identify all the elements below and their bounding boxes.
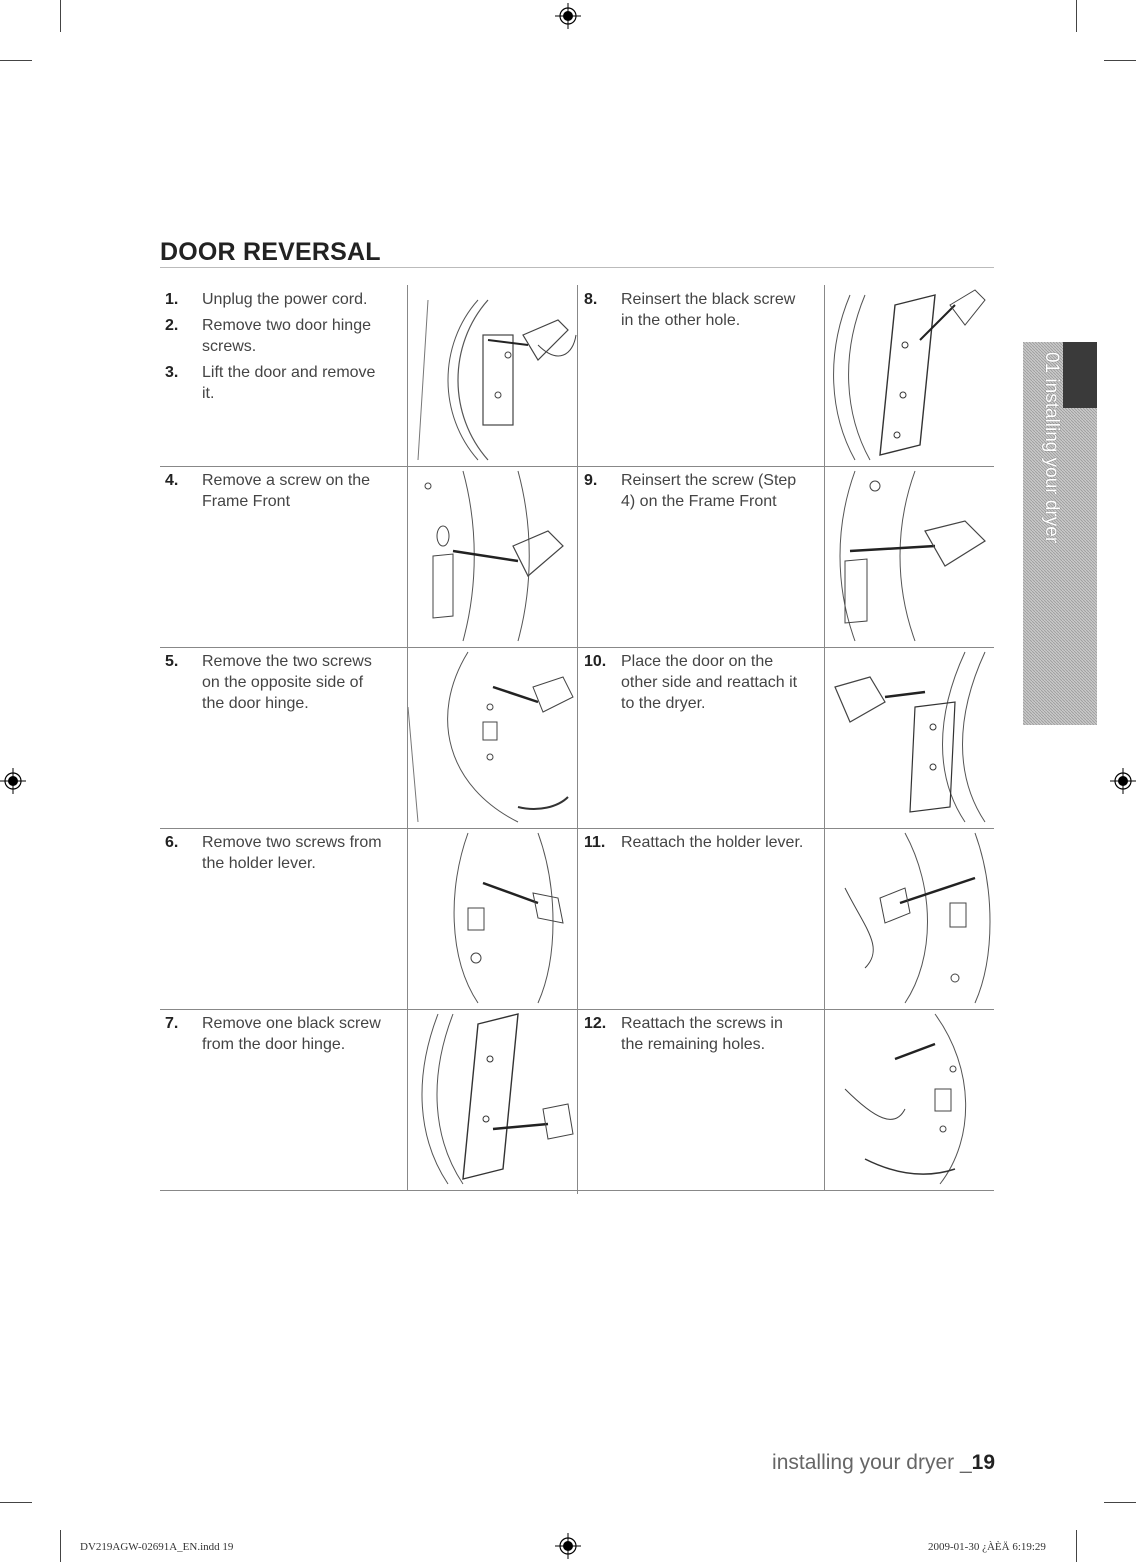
step-text: Remove two screws from — [202, 834, 382, 851]
step-row — [160, 828, 994, 1010]
step-text: Reinsert the screw (Step — [621, 472, 797, 489]
holder-lever-illustration — [408, 828, 578, 1009]
page-title: DOOR REVERSAL — [160, 238, 381, 266]
step-group-12 — [584, 1013, 824, 1183]
step-number: 1. — [165, 291, 179, 308]
hinge-reinsert-illustration — [825, 285, 995, 466]
black-screw-illustration — [408, 1009, 578, 1190]
step-text: Reattach the holder lever. — [621, 834, 804, 851]
step-illustration — [824, 285, 995, 466]
trim-mark — [60, 1530, 61, 1562]
registration-mark-icon — [0, 768, 26, 794]
step-illustration — [407, 1009, 578, 1190]
step-text: the door hinge. — [202, 695, 309, 712]
step-text: Reattach the screws in — [621, 1015, 783, 1032]
step-row — [160, 647, 994, 829]
registration-mark-icon — [555, 1533, 581, 1559]
step-illustration — [407, 647, 578, 828]
chapter-tab-label: 01 installing your dryer — [1041, 352, 1062, 544]
step-text: Reinsert the black screw — [621, 291, 796, 308]
step-text: the remaining holes. — [621, 1036, 766, 1053]
step-text: in the other hole. — [621, 312, 741, 329]
opposite-hinge-illustration — [408, 647, 578, 828]
step-row — [160, 1009, 994, 1191]
step-group-9 — [584, 470, 824, 640]
print-slug-file: DV219AGW-02691A_EN.indd 19 — [80, 1541, 234, 1553]
step-text: Remove two door hinge — [202, 317, 371, 334]
trim-mark — [1104, 1502, 1136, 1503]
step-number: 2. — [165, 317, 179, 334]
frame-reinsert-illustration — [825, 466, 995, 647]
step-text: on the opposite side of — [202, 674, 364, 691]
step-illustration — [824, 647, 995, 828]
hinge-screw-illustration — [408, 285, 578, 466]
step-text: Place the door on the — [621, 653, 774, 670]
step-number: 10. — [584, 653, 607, 670]
step-text: from the door hinge. — [202, 1036, 346, 1053]
step-text: Unplug the power cord. — [202, 291, 368, 308]
step-number: 6. — [165, 834, 179, 851]
step-number: 5. — [165, 653, 179, 670]
step-group-10 — [584, 651, 824, 821]
step-text: to the dryer. — [621, 695, 706, 712]
registration-mark-icon — [555, 3, 581, 29]
step-text: Remove a screw on the — [202, 472, 371, 489]
step-text: Remove the two screws — [202, 653, 372, 670]
step-number: 3. — [165, 364, 179, 381]
step-number: 4. — [165, 472, 179, 489]
step-number: 8. — [584, 291, 598, 308]
trim-mark — [0, 1502, 32, 1503]
step-group-1-3 — [165, 289, 405, 459]
trim-mark — [0, 60, 32, 61]
remaining-screws-illustration — [825, 1009, 995, 1190]
step-group-11 — [584, 832, 824, 1002]
registration-mark-icon — [1110, 768, 1136, 794]
title-divider — [160, 267, 994, 268]
step-number: 9. — [584, 472, 598, 489]
step-number: 12. — [584, 1015, 607, 1032]
step-illustration — [824, 466, 995, 647]
step-number: 11. — [584, 834, 606, 851]
step-text: Remove one black screw — [202, 1015, 381, 1032]
step-illustration — [407, 466, 578, 647]
step-group-7 — [165, 1013, 405, 1183]
step-illustration — [824, 828, 995, 1009]
trim-mark — [1076, 1530, 1077, 1562]
step-text: 4) on the Frame Front — [621, 493, 777, 510]
step-number: 7. — [165, 1015, 179, 1032]
step-group-6 — [165, 832, 405, 1002]
page-footer — [772, 1451, 995, 1475]
step-text: Frame Front — [202, 493, 291, 510]
step-illustration — [407, 828, 578, 1009]
step-group-8 — [584, 289, 824, 459]
frame-screw-illustration — [408, 466, 578, 647]
reattach-door-illustration — [825, 647, 995, 828]
trim-mark — [60, 0, 61, 32]
step-group-5 — [165, 651, 405, 821]
step-illustration — [407, 285, 578, 466]
step-row — [160, 466, 994, 648]
trim-mark — [1076, 0, 1077, 32]
step-group-4 — [165, 470, 405, 640]
step-text: other side and reattach it — [621, 674, 798, 691]
footer-section-label: installing your dryer _ — [772, 1451, 972, 1474]
trim-mark — [1104, 60, 1136, 61]
step-row — [160, 285, 994, 467]
door-reversal-steps — [160, 285, 994, 1194]
step-text: the holder lever. — [202, 855, 316, 872]
step-text: screws. — [202, 338, 257, 355]
page-number: 19 — [971, 1451, 995, 1474]
step-text: Lift the door and remove — [202, 364, 376, 381]
step-illustration — [824, 1009, 995, 1190]
step-text: it. — [202, 385, 215, 402]
reattach-lever-illustration — [825, 828, 995, 1009]
print-slug-date: 2009-01-30 ¿ÀÈÄ 6:19:29 — [928, 1541, 1046, 1553]
